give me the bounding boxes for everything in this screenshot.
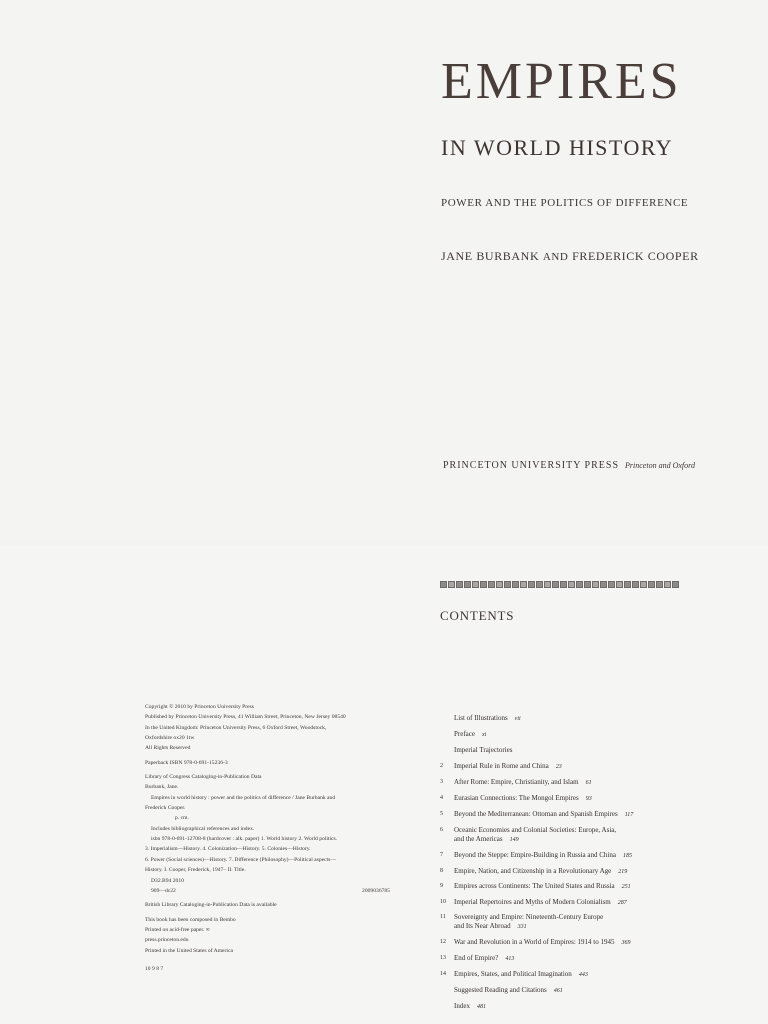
toc-entry-title	[454, 762, 700, 771]
cip-subjects-2: 6. Power (Social sciences)—History. 7. Difference (Philosophy)—Political aspects—	[145, 856, 336, 863]
toc-entry-number: 6	[440, 827, 443, 833]
toc-entry[interactable]	[440, 1002, 700, 1011]
toc-entry-number	[440, 730, 454, 739]
cip-heading: Library of Congress Cataloging-in-Publication Data	[145, 774, 262, 781]
toc-entry[interactable]	[440, 867, 700, 876]
ornament-square	[496, 581, 503, 588]
toc-entry-number: 14	[440, 971, 446, 977]
toc-entry[interactable]	[440, 826, 700, 845]
toc-entry-title	[454, 730, 700, 739]
ornament-square	[584, 581, 591, 588]
toc-entry-page: 287	[617, 900, 627, 906]
toc-entry-title-line-2: and Its Near Abroad	[454, 922, 511, 931]
toc-entry-page: 251	[621, 884, 631, 890]
cip-dewey: 909—dc22	[151, 887, 176, 894]
ornament-square	[616, 581, 623, 588]
ornament-square	[544, 581, 551, 588]
ornament-square	[656, 581, 663, 588]
ornament-square	[536, 581, 543, 588]
ornament-square	[648, 581, 655, 588]
toc-entry-title-line: Beyond the Steppe: Empire-Building in Russia and China	[454, 851, 616, 859]
toc-entry-title-line: Sovereignty and Empire: Nineteenth-Century Europe	[454, 913, 604, 921]
toc-entry-title	[454, 714, 700, 723]
cip-subjects-3: History. I. Cooper, Frederick, 1947– II. Title.	[145, 867, 246, 874]
toc-entry-page: 185	[622, 853, 632, 859]
toc-entry-title	[454, 794, 700, 803]
contents-heading: CONTENTS	[440, 608, 515, 623]
printed-line: Printed in the United States of America	[145, 947, 233, 954]
ornament-square	[664, 581, 671, 588]
toc-entry-title	[454, 778, 700, 787]
ornament-square	[576, 581, 583, 588]
toc-entry-number	[440, 1002, 454, 1011]
ornament-square	[480, 581, 487, 588]
toc-entry-number: 10	[440, 899, 446, 905]
toc-entry-page: 61	[585, 780, 592, 786]
toc-entry-page: xi	[481, 732, 487, 738]
toc-entry-title-line: Index	[454, 1002, 470, 1010]
toc-entry-page: vii	[514, 716, 521, 722]
ornament-square	[600, 581, 607, 588]
toc-entry[interactable]	[440, 954, 700, 963]
publisher-address-line: Published by Princeton University Press, 41 William Street, Princeton, New Jersey 08540	[145, 714, 346, 721]
uk-address-line: In the United Kingdom: Princeton University Press, 6 Oxford Street, Woodstock,	[145, 724, 327, 731]
toc-entry-page: 461	[553, 988, 563, 994]
ornament-square	[640, 581, 647, 588]
typeface-line: This book has been composed in Bembo	[145, 916, 236, 923]
toc-entry-number	[440, 714, 454, 723]
toc-entry-number	[440, 986, 454, 995]
toc-entry[interactable]	[440, 913, 700, 932]
cip-author: Burbank, Jane.	[145, 784, 179, 791]
toc-entry-page: 443	[578, 972, 588, 978]
toc-entry-number: 11	[440, 914, 446, 920]
toc-entry-title	[454, 810, 700, 819]
ornament-square	[592, 581, 599, 588]
toc-entry-title-line: Empires across Continents: The United States and Russia	[454, 882, 615, 890]
publisher-places: Princeton and Oxford	[625, 461, 695, 470]
toc-entry[interactable]	[440, 938, 700, 947]
toc-entry-number: 2	[440, 763, 443, 769]
ornament-square	[624, 581, 631, 588]
cip-lccn: 2009036785	[362, 887, 390, 894]
paper-line: Printed on acid-free paper. ∞	[145, 926, 210, 933]
toc-entry[interactable]	[440, 986, 700, 995]
website-line: press.princeton.edu	[145, 937, 189, 944]
ornament-square	[464, 581, 471, 588]
ornament-square	[456, 581, 463, 588]
toc-entry-title-line: Suggested Reading and Citations	[454, 986, 547, 994]
toc-entry-number: 4	[440, 795, 443, 801]
ornament-square	[472, 581, 479, 588]
toc-entry-title	[454, 746, 700, 755]
book-title: EMPIRES	[441, 53, 682, 110]
toc-entry-page: 481	[476, 1004, 486, 1010]
toc-entry-page: 219	[618, 869, 628, 875]
cip-title: Empires in world history : power and the politics of difference / Jane Burbank and	[151, 794, 336, 801]
author-2: FREDERICK COOPER	[572, 249, 699, 263]
toc-entry-page: 149	[509, 837, 519, 844]
cip-isbn: isbn 978-0-691-12708-8 (hardcover : alk. paper) 1. World history 2. World politics.	[151, 836, 338, 843]
toc-entry-title-line: Eurasian Connections: The Mongol Empires	[454, 794, 579, 802]
cip-notes: Includes bibliographical references and index.	[151, 825, 255, 832]
toc-entry-number	[440, 746, 454, 755]
toc-entry[interactable]	[440, 851, 700, 860]
toc-entry[interactable]	[440, 714, 700, 723]
ornament-square	[608, 581, 615, 588]
rights-line: All Rights Reserved	[145, 745, 191, 752]
toc-entry-title	[454, 1002, 700, 1011]
toc-entry[interactable]	[440, 810, 700, 819]
copyright-line: Copyright © 2010 by Princeton University Press	[145, 704, 254, 710]
toc-entry[interactable]	[440, 762, 700, 771]
publisher-imprint	[443, 461, 695, 471]
toc-entry-title	[454, 867, 700, 876]
toc-entry[interactable]	[440, 970, 700, 979]
toc-entry-title-line: Oceanic Economies and Colonial Societies: Europe, Asia,	[454, 826, 617, 834]
ornament-square	[552, 581, 559, 588]
toc-entry-page: 369	[621, 940, 631, 946]
ornament-square	[560, 581, 567, 588]
toc-entry-title-line: War and Revolution in a World of Empires: 1914 to 1945	[454, 938, 615, 946]
toc-entry-title	[454, 970, 700, 979]
toc-entry-title-line: Empire, Nation, and Citizenship in a Revolutionary Age	[454, 867, 612, 875]
ornament-square	[568, 581, 575, 588]
toc-entry-number: 9	[440, 883, 443, 889]
toc-entry-number: 8	[440, 868, 443, 874]
printing-number-line: 10 9 8 7	[145, 965, 164, 972]
toc-entry-title	[454, 913, 700, 932]
ornament-square	[488, 581, 495, 588]
ornament-square	[672, 581, 679, 588]
toc-entry-title-line-2: and the Americas	[454, 835, 503, 844]
cip-subjects-1: 3. Imperialism—History. 4. Colonization—History. 5. Colonies—History.	[145, 846, 311, 853]
copyright-block	[145, 702, 390, 974]
toc-entry-title-line: Imperial Repertoires and Myths of Modern Colonialism	[454, 898, 611, 906]
cip-pages: p. cm.	[175, 815, 189, 822]
toc-entry-title	[454, 938, 700, 947]
toc-entry-title-line: Empires, States, and Political Imagination	[454, 970, 572, 978]
author-conjunction: AND	[542, 251, 569, 263]
toc-entry-number: 12	[440, 939, 446, 945]
toc-entry-title-line: After Rome: Empire, Christianity, and Islam	[454, 778, 579, 786]
ornament-square	[440, 581, 447, 588]
toc-entry-number: 7	[440, 852, 443, 858]
book-title-sub: IN WORLD HISTORY	[441, 135, 674, 160]
toc-entry-page: 331	[517, 924, 527, 931]
ornament-square	[504, 581, 511, 588]
toc-entry-title	[454, 826, 700, 845]
toc-entry-title-line: Beyond the Mediterranean: Ottoman and Spanish Empires	[454, 810, 618, 818]
toc-entry-title-line: List of Illustrations	[454, 714, 508, 722]
toc-entry-title	[454, 954, 700, 963]
toc-entry-page: 117	[624, 812, 634, 818]
ornament-square	[520, 581, 527, 588]
toc-entry[interactable]	[440, 730, 700, 739]
book-subtitle: POWER AND THE POLITICS OF DIFFERENCE	[441, 197, 689, 209]
ornament-border	[440, 581, 679, 588]
ornament-square	[528, 581, 535, 588]
toc-entry[interactable]	[440, 882, 700, 891]
toc-entry[interactable]	[440, 778, 700, 787]
cip-dewey-row	[145, 886, 390, 896]
toc-entry-title-line: Imperial Rule in Rome and China	[454, 762, 549, 770]
toc-entry-number: 13	[440, 955, 446, 961]
toc-entry-number: 3	[440, 779, 443, 785]
toc-entry[interactable]	[440, 794, 700, 803]
toc-entry-title-line: Imperial Trajectories	[454, 746, 513, 754]
author-1: JANE BURBANK	[441, 249, 540, 263]
ornament-square	[512, 581, 519, 588]
toc-entry-title-line: End of Empire?	[454, 954, 499, 962]
toc-entry-title	[454, 898, 700, 907]
publisher-name: PRINCETON UNIVERSITY PRESS	[443, 460, 620, 471]
toc-entry-title	[454, 851, 700, 860]
toc-entry-page: 23	[555, 764, 562, 770]
isbn-line: Paperback ISBN 978-0-691-15236-3	[145, 759, 228, 766]
toc-entry[interactable]	[440, 898, 700, 907]
toc-entry-page: 93	[585, 796, 592, 802]
toc-entry-title-line: Preface	[454, 730, 475, 738]
toc-entry-page: 413	[505, 956, 515, 962]
book-authors	[441, 250, 699, 263]
ornament-square	[632, 581, 639, 588]
uk-address-line-2: Oxfordshire ox20 1tw	[145, 735, 195, 742]
ornament-square	[448, 581, 455, 588]
toc-entry-title	[454, 882, 700, 891]
toc-entry[interactable]	[440, 746, 700, 755]
cip-title-cont: Frederick Cooper.	[145, 805, 186, 812]
british-library-line: British Library Cataloging-in-Publication Data is available	[145, 902, 277, 909]
toc-entry-title	[454, 986, 700, 995]
cip-classification: D32.B94 2010	[151, 877, 184, 884]
toc-entry-number: 5	[440, 811, 443, 817]
